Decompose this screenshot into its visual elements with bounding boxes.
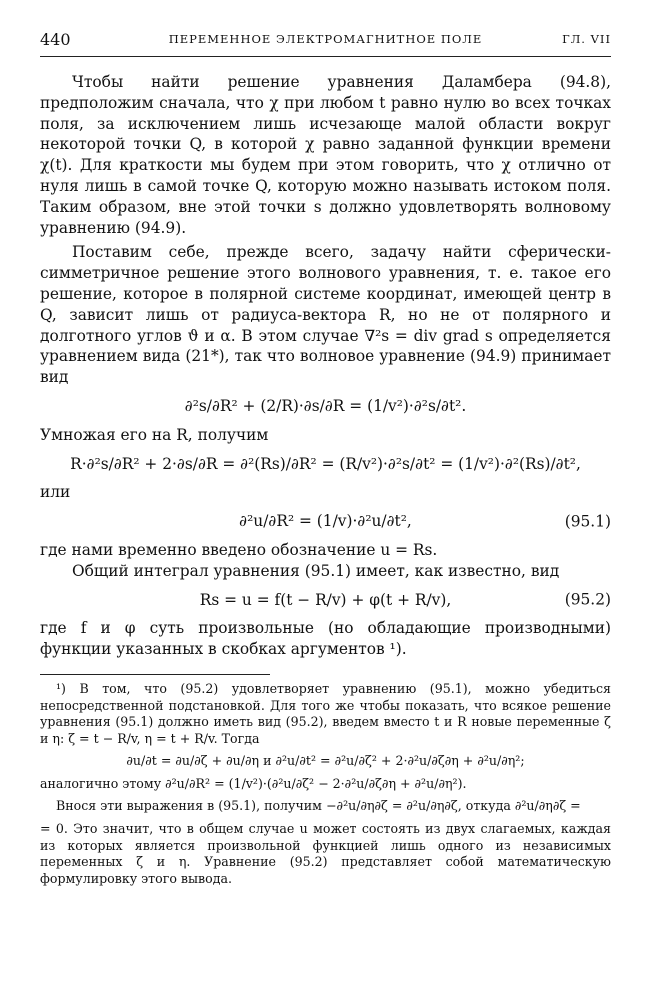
footnote-text-2-mid: откуда [465, 798, 511, 814]
equation-95-2-text: Rs = u = f(t − R/v) + φ(t + R/v), [199, 590, 452, 609]
paragraph-5: где нами временно введено обозначение u = Rs. [40, 540, 438, 559]
equation-wave-text: ∂²s/∂R² + (2/R)·∂s/∂R = (1/v²)·∂²s/∂t². [184, 396, 467, 415]
footnote-equation-c-line [40, 798, 611, 815]
header-title: ПЕРЕМЕННОЕ ЭЛЕКТРОМАГНИТНОЕ ПОЛЕ [168, 32, 483, 46]
paragraph-6: Общий интеграл уравнения (95.1) имеет, как известно, вид [72, 561, 560, 580]
main-text [40, 72, 611, 887]
footnote-text-2-pre: Внося эти выражения в (95.1), получим [56, 798, 322, 814]
paragraph-2: Поставим себе, прежде всего, задачу найти сферически-симметричное решение этого волнового уравнения, т. е. такое его решение, которое в полярной системе координат, имеющей центр в Q, зависит лишь от радиуса-вектора R, но не от полярного и долготного углов ϑ и α. В этом случае ∇²s = div grad s определяется уравнением вида (21*), так что волновое уравнение (94.9) принимает вид [40, 243, 611, 387]
footnote-equation-a [40, 753, 611, 770]
paragraph-4: или [40, 483, 71, 502]
footnote-equation-a-text: ∂u/∂t = ∂u/∂ζ + ∂u/∂η и ∂²u/∂t² = ∂²u/∂ζ² + 2·∂²u/∂ζ∂η + ∂²u/∂η²; [126, 753, 525, 769]
footnote-equation-d: ∂²u/∂η∂ζ = [514, 798, 581, 814]
equation-multiplied-text: R·∂²s/∂R² + 2·∂s/∂R = ∂²(Rs)/∂R² = (R/v²)·∂²s/∂t² = (1/v²)·∂²(Rs)/∂t², [70, 454, 581, 473]
paragraph-7: где f и φ суть произвольные (но обладающие производными) функции указанных в скобках аргументов ¹). [40, 619, 611, 659]
footnote-equation-c: −∂²u/∂η∂ζ = ∂²u/∂η∂ζ, [326, 798, 462, 814]
page-number: 440 [40, 30, 71, 49]
paragraph-1: Чтобы найти решение уравнения Даламбера (94.8), предположим сначала, что χ при любом t равно нулю во всех точках поля, за исключением лишь исчезающе малой области вокруг некоторой точки Q, в которой χ равно заданной функции времени χ(t). Для краткости мы будем при этом говорить, что χ отлично от нуля лишь в самой точке Q, которую можно называть истоком поля. Таким образом, вне этой точки s должно удовлетворять волновому уравнению (94.9). [40, 73, 611, 237]
equation-multiplied [40, 454, 611, 475]
equation-wave [40, 396, 611, 417]
footnote-equation-b-line [40, 776, 611, 793]
equation-95-1-number: (95.1) [564, 512, 611, 531]
chapter-label: ГЛ. VII [562, 32, 611, 46]
equation-95-1-text: ∂²u/∂R² = (1/v)·∂²u/∂t², [239, 512, 412, 531]
footnote-text-1: ¹) В том, что (95.2) удовлетворяет уравнению (95.1), можно убедиться непосредственной подстановкой. Для того же чтобы показать, что всякое решение уравнения (95.1) должно иметь вид (95.2), введем вместо t и R новые переменные ζ и η: ζ = t − R/v, η = t + R/v. Тогда [40, 680, 611, 746]
footnote-divider [40, 674, 270, 675]
paragraph-3: Умножая его на R, получим [40, 425, 269, 444]
analog-label: аналогично этому [40, 775, 162, 791]
equation-95-1 [40, 511, 611, 532]
footnote-equation-b: ∂²u/∂R² = (1/v²)·(∂²u/∂ζ² − 2·∂²u/∂ζ∂η + ∂²u/∂η²). [165, 775, 467, 791]
footnote-text-3: = 0. Это значит, что в общем случае u может состоять из двух слагаемых, каждая из которых является произвольной функцией лишь одного из независимых переменных ζ и η. Уравнение (95.2) представляет собой математическую формулировку этого вывода. [40, 821, 611, 886]
equation-95-2-number: (95.2) [564, 590, 611, 609]
running-header [40, 30, 611, 57]
footnote [40, 681, 611, 888]
equation-95-2 [40, 590, 611, 611]
